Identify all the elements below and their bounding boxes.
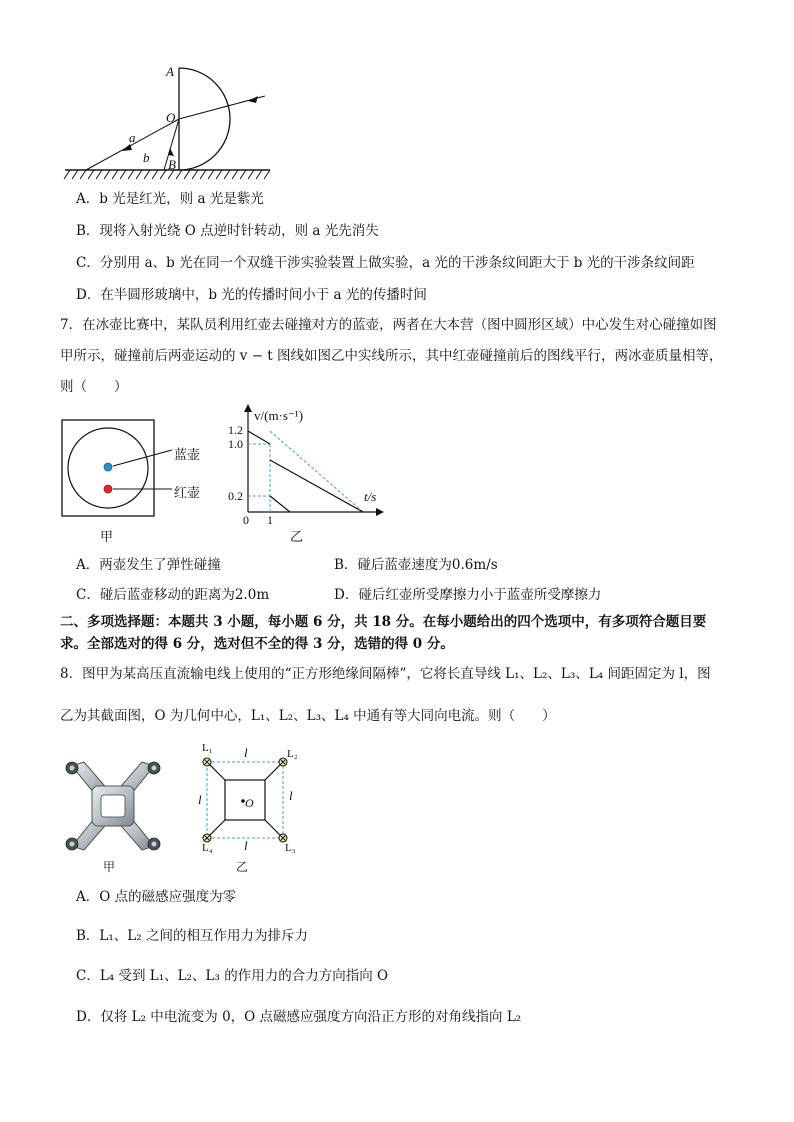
q7-fig-jia bbox=[58, 416, 218, 521]
q7-option-a[interactable]: A．两壶发生了弹性碰撞 bbox=[76, 557, 221, 573]
q8-option-c[interactable]: C．L₄ 受到 L₁、L₂、L₃ 的作用力的合力方向指向 O bbox=[76, 968, 389, 984]
fig-jia-caption: 甲 bbox=[100, 530, 114, 545]
cs-side-right: l bbox=[289, 788, 293, 803]
blue-stone-label: 蓝壶 bbox=[174, 448, 201, 463]
q6-option-c[interactable]: C．分别用 a、b 光在同一个双缝干涉实验装置上做实验，a 光的干涉条纹间距大于 b 光的干涉条纹间距 bbox=[76, 255, 695, 271]
vt-xlabel: t/s bbox=[364, 489, 377, 504]
q8-stem-line2: 乙为其截面图，O 为几何中心，L₁、L₂、L₃、L₄ 中通有等大同向电流。则（ ） bbox=[60, 708, 556, 724]
vt-ytick-0-2: 0.2 bbox=[228, 489, 243, 503]
q8-option-a[interactable]: A．O 点的磁感应强度为零 bbox=[76, 889, 237, 905]
cs-center-o: O bbox=[245, 796, 254, 810]
vt-ylabel: v/(m·s⁻¹) bbox=[254, 408, 304, 423]
red-after-line bbox=[270, 496, 290, 512]
red-stone-label: 红壶 bbox=[174, 486, 201, 501]
q7-option-b[interactable]: B．碰后蓝壶速度为0.6m/s bbox=[334, 557, 498, 573]
q8-fig-jia-caption: 甲 bbox=[103, 860, 116, 874]
fig-yi-caption: 乙 bbox=[290, 530, 304, 545]
q7-stem-line1: 7．在冰壶比赛中，某队员利用红壶去碰撞对方的蓝壶，两者在大本营（图中圆形区域）中心发生对心碰撞如图 bbox=[60, 317, 717, 333]
ray-label-a: a bbox=[129, 130, 136, 145]
q7-option-d[interactable]: D．碰后红壶所受摩擦力小于蓝壶所受摩擦力 bbox=[334, 587, 602, 603]
point-label-a-upper: A bbox=[166, 64, 174, 79]
cs-label-l1: L₁ bbox=[202, 742, 213, 754]
cs-label-l4: L₄ bbox=[202, 842, 213, 854]
cs-label-l2: L₂ bbox=[287, 748, 298, 760]
cs-side-bottom: l bbox=[244, 838, 248, 853]
q8-option-d[interactable]: D．仅将 L₂ 中电流变为 0，O 点磁感应强度方向沿正方形的对角线指向 L₂ bbox=[76, 1009, 522, 1025]
point-label-b-upper: B bbox=[168, 157, 176, 172]
red-stone bbox=[104, 485, 112, 493]
spacer-photo bbox=[58, 756, 168, 856]
q7-option-c[interactable]: C．碰后蓝壶移动的距离为2.0m bbox=[76, 587, 270, 603]
section-2-heading-line1: 二、多项选择题：本题共 3 小题，每小题 6 分，共 18 分。在每小题给出的四个选项中，有多项符合题目要 bbox=[60, 614, 707, 630]
q6-option-a[interactable]: A．b 光是红光，则 a 光是紫光 bbox=[76, 191, 264, 207]
q6-option-b[interactable]: B．现将入射光绕 O 点逆时针转动，则 a 光先消失 bbox=[76, 223, 379, 239]
cs-label-l3: L₃ bbox=[285, 842, 296, 854]
point-label-o: O bbox=[166, 110, 176, 125]
red-before-line bbox=[248, 431, 270, 444]
q7-stem-line2: 甲所示，碰撞前后两壶运动的 v − t 图线如图乙中实线所示，其中红壶碰撞前后的图线平行，两冰壶质量相等， bbox=[60, 348, 723, 364]
cs-side-left: l bbox=[198, 792, 202, 807]
q8-fig-yi-caption: 乙 bbox=[236, 860, 249, 874]
vt-xtick-1: 1 bbox=[267, 513, 273, 527]
ray-label-b: b bbox=[143, 150, 150, 165]
q8-option-b[interactable]: B．L₁、L₂ 之间的相互作用力为排斥力 bbox=[76, 928, 308, 944]
vt-xtick-0: 0 bbox=[243, 513, 249, 527]
blue-after-line bbox=[270, 460, 363, 512]
cs-side-top: l bbox=[244, 745, 248, 760]
q6-option-d[interactable]: D．在半圆形玻璃中，b 光的传播时间小于 a 光的传播时间 bbox=[76, 287, 427, 303]
section-2-heading-line2: 求。全部选对的得 6 分，选对但不全的得 3 分，选错的得 0 分。 bbox=[60, 636, 454, 652]
vt-ytick-1-2: 1.2 bbox=[228, 423, 243, 437]
q8-stem-line1: 8．图甲为某高压直流输电线上使用的“正方形绝缘间隔棒”，它将长直导线 L₁、L₂、L₃、L₄ 间距固定为 l，图 bbox=[60, 666, 711, 682]
vt-ytick-1-0: 1.0 bbox=[228, 437, 243, 451]
blue-stone bbox=[104, 463, 112, 471]
q7-stem-line3: 则（ ） bbox=[60, 379, 128, 395]
